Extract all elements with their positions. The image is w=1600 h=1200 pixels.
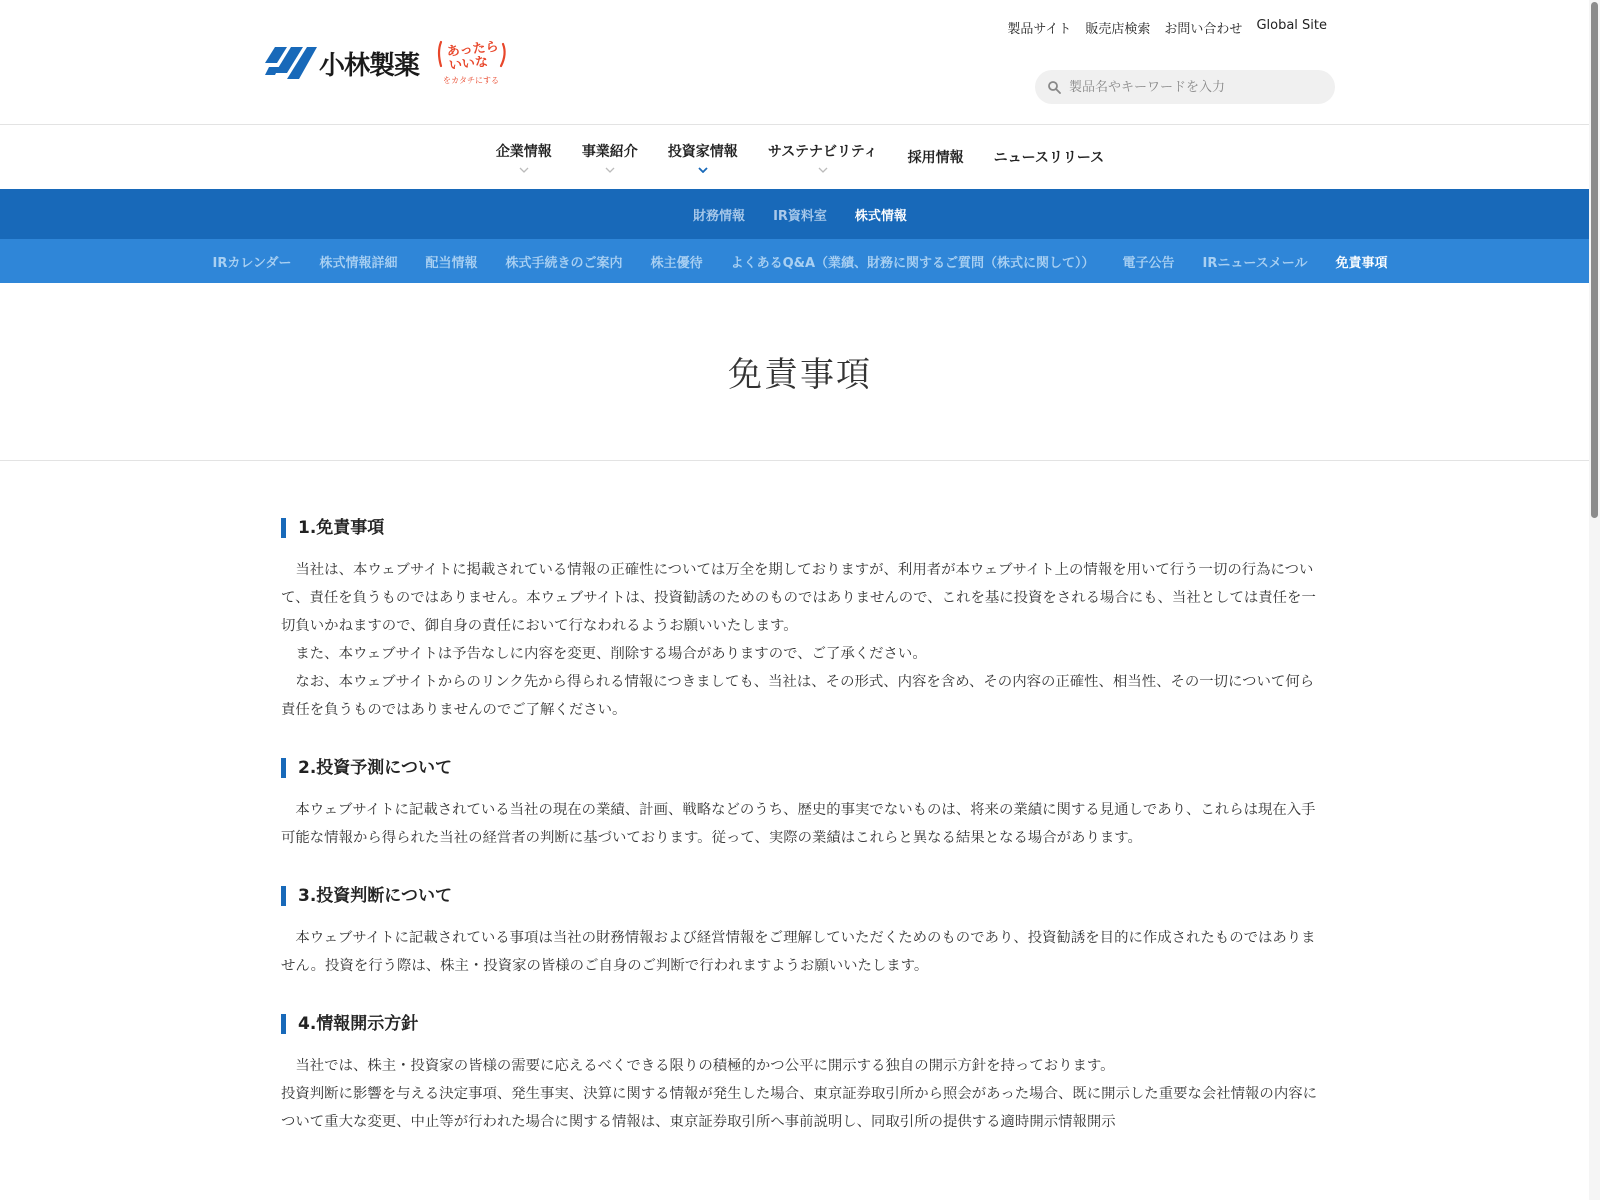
- util-link-contact[interactable]: お問い合わせ: [1164, 22, 1243, 37]
- utility-links: [1007, 18, 1327, 37]
- subnav2-item-dividend[interactable]: 配当情報: [425, 255, 478, 271]
- gnav-label: サステナビリティ: [767, 143, 878, 160]
- tagline-logo: [435, 38, 509, 88]
- paragraph: なお、本ウェブサイトからのリンク先から得られる情報につきましても、当社は、その形式、内容を含め、その内容の正確性、相当性、その一切について何ら責任を負うものではありませんのでご了解ください。: [281, 674, 1315, 718]
- section-heading: 3.投資判断について: [281, 886, 1321, 906]
- logo-text: 小林製薬: [319, 50, 420, 81]
- main-content: [281, 518, 1321, 1170]
- section-disclosure-policy: [281, 1014, 1321, 1136]
- chevron-down-icon: [698, 167, 708, 173]
- chevron-down-icon: [818, 167, 828, 173]
- chevron-down-icon: [605, 167, 615, 173]
- section-body: [281, 556, 1321, 724]
- svg-text:いいな: いいな: [448, 54, 489, 74]
- paragraph: 投資判断に影響を与える決定事項、発生事実、決算に関する情報が発生した場合、東京証券取引所から照会があった場合、既に開示した重要な会社情報の内容について重大な変更、中止等が行われた場合に関する情報は、東京証券取引所へ事前説明し、同取引所の提供する適時開示情報開示: [281, 1086, 1317, 1130]
- gnav-label: 採用情報: [907, 149, 964, 166]
- gnav-item-company[interactable]: [481, 124, 567, 189]
- section-forecast: [281, 758, 1321, 852]
- sub-nav: [0, 189, 1600, 239]
- subnav2-item-procedures[interactable]: 株式手続きのご案内: [505, 255, 623, 271]
- svg-text:あったら: あったら: [446, 39, 500, 60]
- sub-nav-secondary: [0, 239, 1600, 283]
- gnav-item-recruit[interactable]: [893, 124, 979, 189]
- section-body: [281, 1052, 1321, 1136]
- subnav2-item-faq[interactable]: よくあるQ&A（業績、財務に関するご質問（株式に関して））: [730, 255, 1095, 271]
- subnav2-item-shareholder-benefits[interactable]: 株主優待: [650, 255, 703, 271]
- subnav-item-ir-library[interactable]: IR資料室: [773, 208, 827, 224]
- search-box: [1035, 70, 1335, 104]
- section-body: [281, 796, 1321, 852]
- section-heading: 2.投資予測について: [281, 758, 1321, 778]
- search-icon[interactable]: [1047, 80, 1061, 94]
- gnav-label: 投資家情報: [667, 143, 738, 160]
- section-heading: 1.免責事項: [281, 518, 1321, 538]
- util-link-product-site[interactable]: 製品サイト: [1007, 22, 1072, 37]
- section-investment-judgment: [281, 886, 1321, 980]
- subnav-item-financial[interactable]: 財務情報: [693, 208, 746, 224]
- search-input[interactable]: [1067, 79, 1321, 96]
- gnav-label: 事業紹介: [581, 143, 638, 160]
- svg-text:をカタチにする: をカタチにする: [443, 76, 500, 85]
- subnav2-item-ir-calendar[interactable]: IRカレンダー: [212, 255, 292, 271]
- section-body: [281, 924, 1321, 980]
- section-disclaimer: [281, 518, 1321, 724]
- gnav-label: ニュースリリース: [993, 149, 1105, 166]
- scrollbar[interactable]: [1589, 0, 1600, 1200]
- paragraph: 当社では、株主・投資家の皆様の需要に応えるべくできる限りの積極的かつ公平に開示する独自の開示方針を持っております。: [295, 1058, 1115, 1074]
- page-title: 免責事項: [728, 355, 872, 395]
- subnav2-item-public-notice[interactable]: 電子公告: [1122, 255, 1175, 271]
- site-header: [0, 0, 1600, 125]
- util-link-store-search[interactable]: 販売店検索: [1085, 22, 1151, 37]
- paragraph: 当社は、本ウェブサイトに掲載されている情報の正確性については万全を期しておりますが、利用者が本ウェブサイト上の情報を用いて行う一切の行為について、責任を負うものではありません。本ウェブサイトは、投資勧誘のためのものではありませんので、これを基に投資をされる場合にも、当社としては責任を一切負いかねますので、御自身の責任において行なわれるようお願いいたします。: [281, 562, 1316, 634]
- util-link-global-site[interactable]: Global Site: [1256, 18, 1327, 33]
- subnav2-item-disclaimer[interactable]: 免責事項: [1335, 255, 1388, 271]
- gnav-item-news[interactable]: [979, 124, 1120, 189]
- gnav-item-business[interactable]: [567, 124, 653, 189]
- section-heading: 4.情報開示方針: [281, 1014, 1321, 1034]
- page-title-area: [0, 283, 1600, 461]
- logo-mark-icon: [265, 43, 317, 83]
- paragraph: 本ウェブサイトに記載されている事項は当社の財務情報および経営情報をご理解していただくためのものであり、投資勧誘を目的に作成されたものではありません。投資を行う際は、株主・投資家の皆様のご自身のご判断で行われますようお願いいたします。: [281, 930, 1316, 974]
- gnav-label: 企業情報: [495, 143, 552, 160]
- subnav-item-stock-info[interactable]: 株式情報: [854, 208, 907, 224]
- paragraph: 本ウェブサイトに記載されている当社の現在の業績、計画、戦略などのうち、歴史的事実でないものは、将来の業績に関する見通しであり、これらは現在入手可能な情報から得られた当社の経営者の判断に基づいております。従って、実際の業績はこれらと異なる結果となる場合があります。: [281, 802, 1316, 846]
- subnav2-item-stock-details[interactable]: 株式情報詳細: [319, 255, 398, 271]
- gnav-item-investors[interactable]: [653, 124, 753, 189]
- scrollbar-thumb[interactable]: [1591, 2, 1598, 518]
- company-logo[interactable]: [265, 38, 509, 88]
- chevron-down-icon: [519, 167, 529, 173]
- gnav-item-sustainability[interactable]: [753, 124, 893, 189]
- paragraph: また、本ウェブサイトは予告なしに内容を変更、削除する場合がありますので、ご了承ください。: [295, 646, 927, 662]
- global-nav: [0, 124, 1600, 189]
- subnav2-item-ir-news-mail[interactable]: IRニュースメール: [1202, 255, 1308, 271]
